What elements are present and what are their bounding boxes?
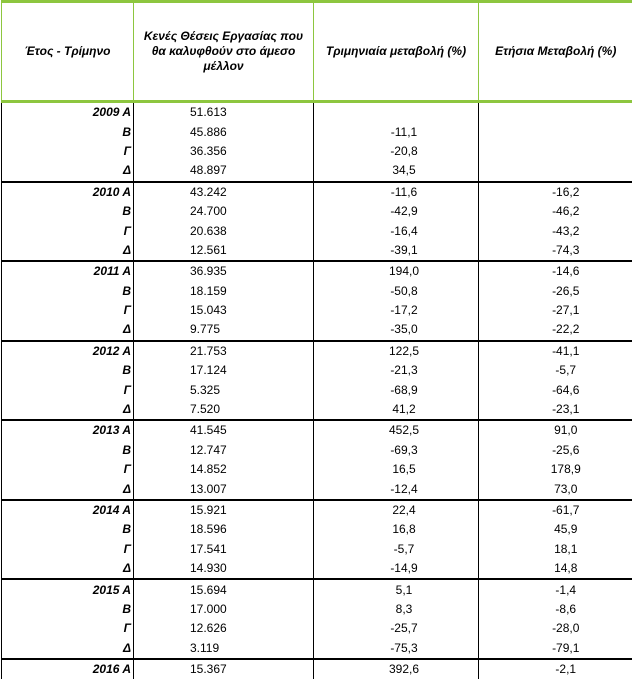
cell-quarterly-change: 34,5	[314, 161, 479, 181]
cell-vacancies: 15.043	[134, 301, 314, 320]
cell-annual-change: -14,6	[479, 261, 632, 281]
cell-quarterly-change: 8,3	[314, 600, 479, 619]
cell-annual-change: -43,2	[479, 221, 632, 240]
cell-quarterly-change: -16,4	[314, 221, 479, 240]
cell-quarterly-change: 22,4	[314, 500, 479, 520]
table-row	[2, 619, 632, 638]
table-row	[2, 460, 632, 479]
cell-quarterly-change: -20,8	[314, 142, 479, 161]
cell-vacancies: 13.007	[134, 479, 314, 499]
table-row	[2, 500, 632, 520]
cell-annual-change: -5,7	[479, 361, 632, 380]
cell-period: Γ	[2, 380, 134, 399]
header-vacancies: Κενές Θέσεις Εργασίας που θα καλυφθούν στο άμεσο μέλλον	[134, 2, 314, 102]
cell-quarterly-change: -11,6	[314, 182, 479, 202]
cell-vacancies: 15.367	[134, 659, 314, 679]
cell-period: Δ	[2, 479, 134, 499]
table-row	[2, 122, 632, 141]
vacancies-table	[1, 0, 632, 679]
cell-quarterly-change: 452,5	[314, 420, 479, 440]
cell-quarterly-change: -69,3	[314, 441, 479, 460]
cell-vacancies: 14.852	[134, 460, 314, 479]
cell-annual-change: -27,1	[479, 301, 632, 320]
cell-period: 2014 Α	[2, 500, 134, 520]
cell-annual-change: -2,1	[479, 659, 632, 679]
table-row	[2, 142, 632, 161]
cell-vacancies: 12.747	[134, 441, 314, 460]
cell-period: Β	[2, 600, 134, 619]
cell-vacancies: 43.242	[134, 182, 314, 202]
table-header	[2, 2, 632, 102]
table-row	[2, 182, 632, 202]
cell-vacancies: 18.159	[134, 282, 314, 301]
cell-annual-change: -8,6	[479, 600, 632, 619]
cell-annual-change: -16,2	[479, 182, 632, 202]
cell-period: Γ	[2, 540, 134, 559]
cell-annual-change: -41,1	[479, 341, 632, 361]
cell-quarterly-change: 194,0	[314, 261, 479, 281]
cell-period: 2013 Α	[2, 420, 134, 440]
cell-quarterly-change: -17,2	[314, 301, 479, 320]
header-period: Έτος - Τρίμηνο	[2, 2, 134, 102]
cell-vacancies: 15.921	[134, 500, 314, 520]
table-row	[2, 600, 632, 619]
table-row	[2, 320, 632, 340]
cell-annual-change: 14,8	[479, 559, 632, 579]
table-row	[2, 400, 632, 420]
table-row	[2, 301, 632, 320]
cell-vacancies: 18.596	[134, 520, 314, 539]
cell-vacancies: 15.694	[134, 579, 314, 599]
cell-period: Δ	[2, 400, 134, 420]
cell-quarterly-change: -42,9	[314, 202, 479, 221]
cell-annual-change: 45,9	[479, 520, 632, 539]
header-quarterly-change: Τριμηνιαία μεταβολή (%)	[314, 2, 479, 102]
cell-vacancies: 45.886	[134, 122, 314, 141]
table-row	[2, 282, 632, 301]
cell-vacancies: 51.613	[134, 102, 314, 123]
table-body	[2, 102, 632, 680]
table-row	[2, 479, 632, 499]
cell-vacancies: 7.520	[134, 400, 314, 420]
cell-quarterly-change: -25,7	[314, 619, 479, 638]
cell-period: Β	[2, 520, 134, 539]
cell-period: Γ	[2, 619, 134, 638]
cell-annual-change	[479, 161, 632, 181]
cell-vacancies: 14.930	[134, 559, 314, 579]
cell-period: Γ	[2, 221, 134, 240]
header-row	[2, 2, 632, 102]
cell-quarterly-change: -5,7	[314, 540, 479, 559]
cell-annual-change: 91,0	[479, 420, 632, 440]
cell-annual-change: -74,3	[479, 241, 632, 261]
cell-period: Β	[2, 282, 134, 301]
cell-vacancies: 17.000	[134, 600, 314, 619]
cell-annual-change: -23,1	[479, 400, 632, 420]
cell-period: 2012 Α	[2, 341, 134, 361]
table-row	[2, 441, 632, 460]
cell-period: Δ	[2, 320, 134, 340]
cell-vacancies: 5.325	[134, 380, 314, 399]
cell-annual-change: -46,2	[479, 202, 632, 221]
cell-annual-change: -64,6	[479, 380, 632, 399]
cell-vacancies: 3.119	[134, 639, 314, 659]
cell-quarterly-change: 16,8	[314, 520, 479, 539]
cell-annual-change	[479, 142, 632, 161]
cell-vacancies: 41.545	[134, 420, 314, 440]
table-row	[2, 380, 632, 399]
header-annual-change: Ετήσια Μεταβολή (%)	[479, 2, 632, 102]
cell-quarterly-change: 16,5	[314, 460, 479, 479]
cell-period: Β	[2, 122, 134, 141]
cell-annual-change: -28,0	[479, 619, 632, 638]
cell-quarterly-change: -11,1	[314, 122, 479, 141]
cell-quarterly-change: -68,9	[314, 380, 479, 399]
cell-annual-change: 18,1	[479, 540, 632, 559]
cell-vacancies: 20.638	[134, 221, 314, 240]
cell-annual-change	[479, 122, 632, 141]
cell-annual-change: 73,0	[479, 479, 632, 499]
cell-period: Β	[2, 202, 134, 221]
cell-period: 2011 Α	[2, 261, 134, 281]
cell-vacancies: 12.561	[134, 241, 314, 261]
cell-quarterly-change: -39,1	[314, 241, 479, 261]
cell-annual-change: 178,9	[479, 460, 632, 479]
table-row	[2, 520, 632, 539]
cell-period: 2010 Α	[2, 182, 134, 202]
table-row	[2, 659, 632, 679]
cell-period: Δ	[2, 559, 134, 579]
cell-annual-change: -61,7	[479, 500, 632, 520]
table-row	[2, 341, 632, 361]
table-row	[2, 202, 632, 221]
cell-quarterly-change: -50,8	[314, 282, 479, 301]
cell-quarterly-change: -75,3	[314, 639, 479, 659]
cell-quarterly-change: 5,1	[314, 579, 479, 599]
table-row	[2, 161, 632, 181]
cell-vacancies: 9.775	[134, 320, 314, 340]
table-row	[2, 261, 632, 281]
table-row	[2, 559, 632, 579]
cell-quarterly-change: 122,5	[314, 341, 479, 361]
cell-annual-change: -79,1	[479, 639, 632, 659]
cell-vacancies: 21.753	[134, 341, 314, 361]
cell-quarterly-change: -12,4	[314, 479, 479, 499]
cell-period: Β	[2, 361, 134, 380]
cell-annual-change: -22,2	[479, 320, 632, 340]
table-row	[2, 241, 632, 261]
cell-period: Β	[2, 441, 134, 460]
table-row	[2, 102, 632, 123]
cell-period: 2016 Α	[2, 659, 134, 679]
cell-vacancies: 48.897	[134, 161, 314, 181]
table-row	[2, 420, 632, 440]
cell-quarterly-change	[314, 102, 479, 123]
cell-quarterly-change: -21,3	[314, 361, 479, 380]
cell-annual-change	[479, 102, 632, 123]
cell-quarterly-change: 392,6	[314, 659, 479, 679]
cell-vacancies: 17.541	[134, 540, 314, 559]
cell-period: Δ	[2, 161, 134, 181]
table-row	[2, 639, 632, 659]
cell-vacancies: 36.935	[134, 261, 314, 281]
cell-annual-change: -25,6	[479, 441, 632, 460]
table-row	[2, 221, 632, 240]
cell-vacancies: 12.626	[134, 619, 314, 638]
cell-period: 2009 Α	[2, 102, 134, 123]
cell-quarterly-change: -14,9	[314, 559, 479, 579]
cell-period: Δ	[2, 241, 134, 261]
cell-period: Γ	[2, 460, 134, 479]
cell-period: Γ	[2, 301, 134, 320]
table-row	[2, 540, 632, 559]
cell-vacancies: 36.356	[134, 142, 314, 161]
cell-quarterly-change: -35,0	[314, 320, 479, 340]
cell-period: 2015 Α	[2, 579, 134, 599]
table-row	[2, 361, 632, 380]
cell-quarterly-change: 41,2	[314, 400, 479, 420]
cell-vacancies: 17.124	[134, 361, 314, 380]
cell-annual-change: -1,4	[479, 579, 632, 599]
cell-annual-change: -26,5	[479, 282, 632, 301]
table-row	[2, 579, 632, 599]
cell-period: Γ	[2, 142, 134, 161]
cell-vacancies: 24.700	[134, 202, 314, 221]
cell-period: Δ	[2, 639, 134, 659]
